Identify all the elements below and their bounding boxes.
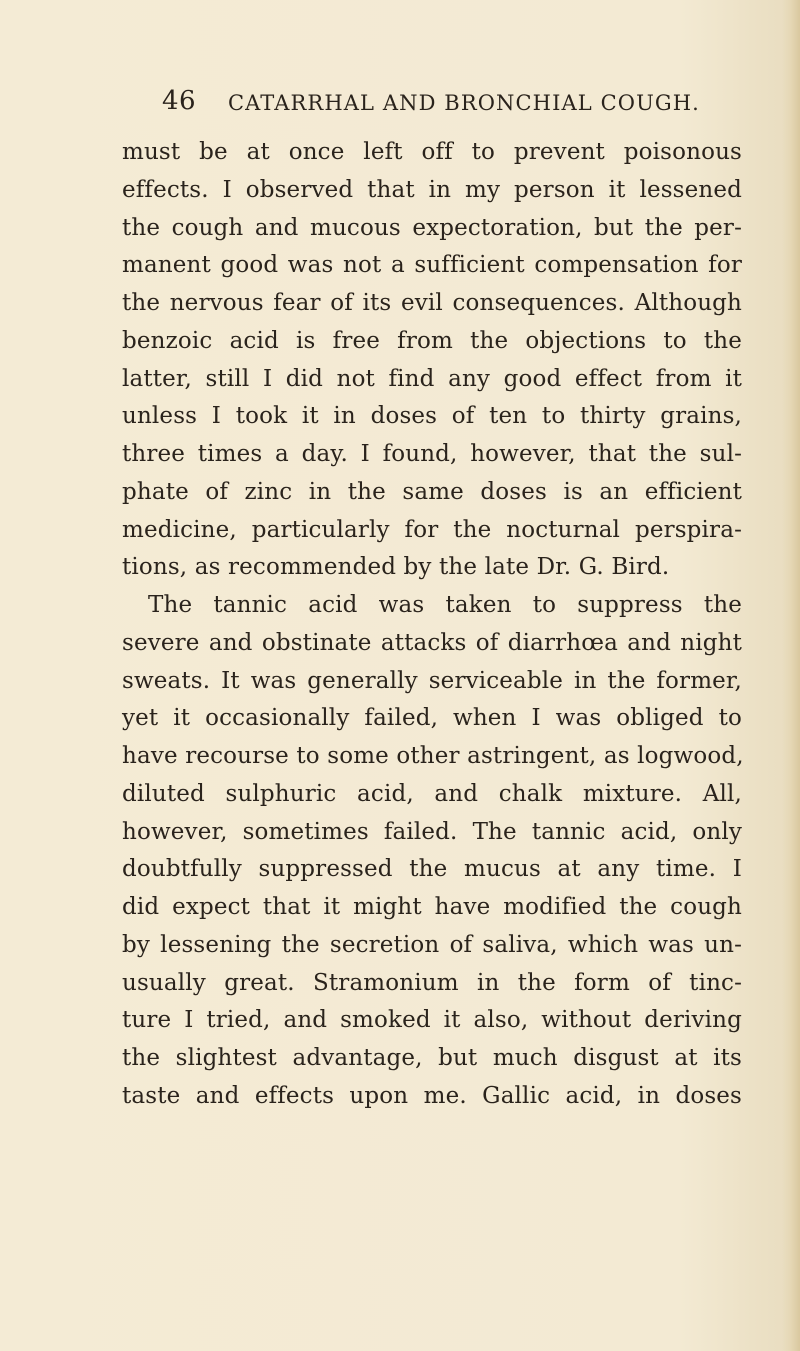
- paragraph: [122, 587, 742, 1116]
- text-line: manent good was not a sufficient compensation for: [122, 252, 742, 279]
- text-line: however, sometimes failed. The tannic acid, only: [122, 818, 742, 845]
- text-line: the cough and mucous expectoration, but the per-: [122, 214, 742, 241]
- text-line: tions, as recommended by the late Dr. G. Bird.: [122, 554, 670, 581]
- page-header: [162, 86, 706, 126]
- text-line: the slightest advantage, but much disgust at its: [122, 1045, 742, 1071]
- text-line: diluted sulphuric acid, and chalk mixture. All,: [122, 780, 742, 807]
- text-line: effects. I observed that in my person it lessened: [122, 176, 742, 203]
- text-line: latter, still I did not find any good effect from it: [122, 365, 742, 392]
- text-line: yet it occasionally failed, when I was obliged to: [122, 705, 742, 732]
- body-text: [122, 134, 742, 1116]
- text-line: by lessening the secretion of saliva, which was un-: [122, 931, 742, 958]
- text-line: The tannic acid was taken to suppress the: [148, 592, 742, 618]
- text-line: did expect that it might have modified the cough: [122, 894, 742, 920]
- text-line: taste and effects upon me. Gallic acid, in doses: [122, 1082, 742, 1109]
- text-line: have recourse to some other astringent, as logwood,: [122, 743, 744, 769]
- text-line: medicine, particularly for the nocturnal perspira-: [122, 516, 742, 543]
- text-line: the nervous fear of its evil consequences. Although: [122, 290, 742, 316]
- text-line: benzoic acid is free from the objections to the: [122, 327, 742, 354]
- running-title: CATARRHAL AND BRONCHIAL COUGH.: [228, 91, 700, 115]
- text-line: sweats. It was generally serviceable in the former,: [122, 667, 742, 694]
- text-line: unless I took it in doses of ten to thirty grains,: [122, 403, 742, 430]
- text-line: usually great. Stramonium in the form of tinc-: [122, 969, 742, 996]
- text-line: severe and obstinate attacks of diarrhœa and night: [122, 629, 742, 656]
- paragraph: [122, 134, 742, 587]
- text-line: ture I tried, and smoked it also, without deriving: [122, 1007, 742, 1034]
- text-line: must be at once left off to prevent poisonous: [122, 139, 742, 165]
- text-line: three times a day. I found, however, that the sul-: [122, 441, 742, 467]
- page-number: 46: [162, 86, 197, 116]
- page-edge-shadow: [782, 0, 800, 1351]
- text-line: phate of zinc in the same doses is an efficient: [122, 478, 742, 505]
- text-line: doubtfully suppressed the mucus at any time. I: [122, 856, 742, 883]
